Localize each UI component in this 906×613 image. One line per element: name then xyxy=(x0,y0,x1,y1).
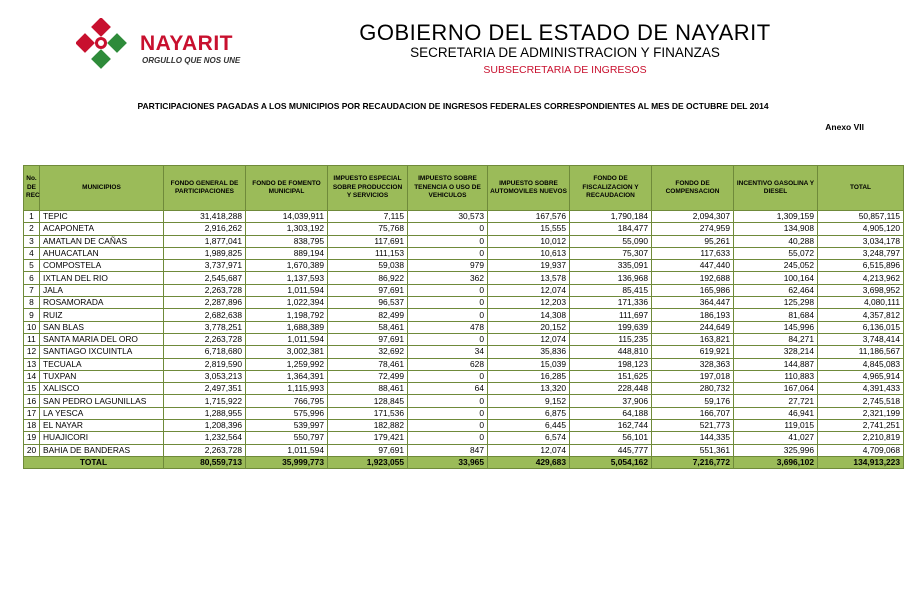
table-cell: HUAJICORI xyxy=(40,432,164,444)
table-cell: 171,336 xyxy=(570,297,652,309)
table-cell: 362 xyxy=(408,272,488,284)
total-cell: 429,683 xyxy=(488,456,570,468)
table-cell: 0 xyxy=(408,235,488,247)
table-cell: 1,137,593 xyxy=(246,272,328,284)
table-cell: 245,052 xyxy=(734,260,818,272)
table-row xyxy=(24,370,904,382)
table-row xyxy=(24,358,904,370)
table-cell: 2,819,590 xyxy=(164,358,246,370)
table-cell: 1,688,389 xyxy=(246,321,328,333)
table-cell: 11,186,567 xyxy=(818,346,904,358)
table-cell: 162,744 xyxy=(570,420,652,432)
logo-tagline: ORGULLO QUE NOS UNE xyxy=(142,56,241,65)
table-cell: 2,497,351 xyxy=(164,383,246,395)
table-cell: 20,152 xyxy=(488,321,570,333)
table-cell: 979 xyxy=(408,260,488,272)
table-cell: 521,773 xyxy=(652,420,734,432)
table-cell: 244,649 xyxy=(652,321,734,333)
table-cell: 165,986 xyxy=(652,284,734,296)
table-row xyxy=(24,333,904,345)
table-cell: 110,883 xyxy=(734,370,818,382)
column-header: IMPUESTO SOBRE TENENCIA O USO DE VEHICULOS xyxy=(408,166,488,211)
table-cell: 0 xyxy=(408,395,488,407)
table-cell: 889,194 xyxy=(246,247,328,259)
table-cell: 11 xyxy=(24,333,40,345)
table-cell: RUIZ xyxy=(40,309,164,321)
table-cell: 166,707 xyxy=(652,407,734,419)
column-header: MUNICIPIOS xyxy=(40,166,164,211)
table-cell: 184,477 xyxy=(570,223,652,235)
table-cell: 15,555 xyxy=(488,223,570,235)
table-cell: 10,613 xyxy=(488,247,570,259)
table-cell: 3,778,251 xyxy=(164,321,246,333)
table-cell: 198,123 xyxy=(570,358,652,370)
table-cell: 335,091 xyxy=(570,260,652,272)
table-cell: 81,684 xyxy=(734,309,818,321)
table-cell: 9,152 xyxy=(488,395,570,407)
table-cell: 117,691 xyxy=(328,235,408,247)
table-row xyxy=(24,346,904,358)
table-cell: 445,777 xyxy=(570,444,652,456)
table-cell: 0 xyxy=(408,309,488,321)
table-cell: SANTIAGO IXCUINTLA xyxy=(40,346,164,358)
table-cell: 838,795 xyxy=(246,235,328,247)
table-cell: 8 xyxy=(24,297,40,309)
table-cell: 280,732 xyxy=(652,383,734,395)
table-cell: 6,718,680 xyxy=(164,346,246,358)
table-cell: 136,968 xyxy=(570,272,652,284)
table-cell: 0 xyxy=(408,247,488,259)
table-cell: 32,692 xyxy=(328,346,408,358)
table-cell: 0 xyxy=(408,223,488,235)
table-cell: 1,022,394 xyxy=(246,297,328,309)
table-cell: 1,198,792 xyxy=(246,309,328,321)
secretaria-title: SECRETARIA DE ADMINISTRACION Y FINANZAS xyxy=(410,45,720,60)
table-row xyxy=(24,284,904,296)
table-row xyxy=(24,420,904,432)
table-row xyxy=(24,247,904,259)
table-cell: 325,996 xyxy=(734,444,818,456)
table-row xyxy=(24,383,904,395)
table-cell: 58,461 xyxy=(328,321,408,333)
table-cell: 88,461 xyxy=(328,383,408,395)
table-cell: 96,537 xyxy=(328,297,408,309)
table-cell: 2,263,728 xyxy=(164,444,246,456)
table-cell: SAN BLAS xyxy=(40,321,164,333)
table-cell: 2,745,518 xyxy=(818,395,904,407)
table-row xyxy=(24,211,904,223)
table-cell: 0 xyxy=(408,297,488,309)
table-cell: 551,361 xyxy=(652,444,734,456)
total-cell: 3,696,102 xyxy=(734,456,818,468)
table-cell: 34 xyxy=(408,346,488,358)
report-subtitle: PARTICIPACIONES PAGADAS A LOS MUNICIPIOS POR RECAUDACION DE INGRESOS FEDERALES CORRESPONDIENTES AL MES DE OCTUBRE DEL 2014 xyxy=(137,101,769,111)
table-cell: AMATLAN DE CAÑAS xyxy=(40,235,164,247)
table-cell: 2 xyxy=(24,223,40,235)
table-cell: 2,321,199 xyxy=(818,407,904,419)
table-cell: 328,214 xyxy=(734,346,818,358)
table-cell: 1,011,594 xyxy=(246,284,328,296)
table-cell: 2,287,896 xyxy=(164,297,246,309)
table-cell: 12,074 xyxy=(488,284,570,296)
table-cell: 59,038 xyxy=(328,260,408,272)
table-cell: 46,941 xyxy=(734,407,818,419)
table-cell: 2,741,251 xyxy=(818,420,904,432)
table-cell: 95,261 xyxy=(652,235,734,247)
table-cell: 41,027 xyxy=(734,432,818,444)
table-cell: 64 xyxy=(408,383,488,395)
table-cell: 550,797 xyxy=(246,432,328,444)
table-cell: 85,415 xyxy=(570,284,652,296)
table-cell: 84,271 xyxy=(734,333,818,345)
table-cell: 59,176 xyxy=(652,395,734,407)
table-cell: 72,499 xyxy=(328,370,408,382)
table-cell: 75,307 xyxy=(570,247,652,259)
table-cell: 55,072 xyxy=(734,247,818,259)
table-row xyxy=(24,223,904,235)
table-row xyxy=(24,297,904,309)
table-cell: 2,094,307 xyxy=(652,211,734,223)
table-cell: 6,574 xyxy=(488,432,570,444)
table-cell: SAN PEDRO LAGUNILLAS xyxy=(40,395,164,407)
table-cell: 6,515,896 xyxy=(818,260,904,272)
table-cell: 40,288 xyxy=(734,235,818,247)
column-header: IMPUESTO SOBRE AUTOMOVILES NUEVOS xyxy=(488,166,570,211)
table-cell: 12,074 xyxy=(488,444,570,456)
table-cell: 17 xyxy=(24,407,40,419)
table-cell: 111,153 xyxy=(328,247,408,259)
nayarit-logo xyxy=(76,18,246,82)
table-cell: 1,790,184 xyxy=(570,211,652,223)
table-cell: 3,034,178 xyxy=(818,235,904,247)
total-cell: 134,913,223 xyxy=(818,456,904,468)
table-cell: 15 xyxy=(24,383,40,395)
table-cell: 0 xyxy=(408,420,488,432)
table-cell: 10 xyxy=(24,321,40,333)
table-cell: 619,921 xyxy=(652,346,734,358)
table-cell: 4,391,433 xyxy=(818,383,904,395)
table-cell: 31,418,288 xyxy=(164,211,246,223)
table-cell: AHUACATLAN xyxy=(40,247,164,259)
table-cell: 6,445 xyxy=(488,420,570,432)
table-cell: 179,421 xyxy=(328,432,408,444)
table-cell: LA YESCA xyxy=(40,407,164,419)
table-cell: 75,768 xyxy=(328,223,408,235)
table-cell: 145,996 xyxy=(734,321,818,333)
annex-label: Anexo VII xyxy=(825,122,864,132)
table-cell: 1,288,955 xyxy=(164,407,246,419)
table-cell: XALISCO xyxy=(40,383,164,395)
table-cell: 3,748,414 xyxy=(818,333,904,345)
table-row xyxy=(24,444,904,456)
table-row xyxy=(24,407,904,419)
table-cell: 19 xyxy=(24,432,40,444)
table-cell: 100,164 xyxy=(734,272,818,284)
table-row xyxy=(24,235,904,247)
table-cell: 50,857,115 xyxy=(818,211,904,223)
column-header: TOTAL xyxy=(818,166,904,211)
table-row xyxy=(24,309,904,321)
column-header: INCENTIVO GASOLINA Y DIESEL xyxy=(734,166,818,211)
table-cell: 30,573 xyxy=(408,211,488,223)
table-cell: 10,012 xyxy=(488,235,570,247)
table-cell: 328,363 xyxy=(652,358,734,370)
participaciones-table xyxy=(23,165,904,469)
table-cell: 4 xyxy=(24,247,40,259)
table-cell: 117,633 xyxy=(652,247,734,259)
table-cell: 9 xyxy=(24,309,40,321)
table-cell: 1,364,391 xyxy=(246,370,328,382)
table-cell: 144,887 xyxy=(734,358,818,370)
total-cell: 1,923,055 xyxy=(328,456,408,468)
table-cell: TUXPAN xyxy=(40,370,164,382)
table-cell: 4,709,068 xyxy=(818,444,904,456)
table-cell: 192,688 xyxy=(652,272,734,284)
table-row xyxy=(24,321,904,333)
table-cell: 539,997 xyxy=(246,420,328,432)
table-cell: 19,937 xyxy=(488,260,570,272)
table-cell: 182,882 xyxy=(328,420,408,432)
total-cell: 35,999,773 xyxy=(246,456,328,468)
table-cell: 167,064 xyxy=(734,383,818,395)
table-cell: 111,697 xyxy=(570,309,652,321)
table-cell: 6 xyxy=(24,272,40,284)
table-cell: 1,011,594 xyxy=(246,444,328,456)
table-cell: 14 xyxy=(24,370,40,382)
table-cell: 97,691 xyxy=(328,284,408,296)
table-cell: 1,670,389 xyxy=(246,260,328,272)
table-cell: 0 xyxy=(408,407,488,419)
table-cell: 628 xyxy=(408,358,488,370)
table-cell: EL NAYAR xyxy=(40,420,164,432)
table-cell: 4,080,111 xyxy=(818,297,904,309)
table-cell: 167,576 xyxy=(488,211,570,223)
table-cell: 4,905,120 xyxy=(818,223,904,235)
table-cell: 12 xyxy=(24,346,40,358)
table-cell: 151,625 xyxy=(570,370,652,382)
table-cell: 197,018 xyxy=(652,370,734,382)
table-cell: 7,115 xyxy=(328,211,408,223)
table-row xyxy=(24,260,904,272)
table-row xyxy=(24,432,904,444)
table-cell: 13 xyxy=(24,358,40,370)
government-title: GOBIERNO DEL ESTADO DE NAYARIT xyxy=(359,20,771,45)
table-cell: 37,906 xyxy=(570,395,652,407)
table-cell: 18 xyxy=(24,420,40,432)
total-cell: 33,965 xyxy=(408,456,488,468)
table-cell: BAHIA DE BANDERAS xyxy=(40,444,164,456)
table-cell: 14,308 xyxy=(488,309,570,321)
table-cell: 2,210,819 xyxy=(818,432,904,444)
table-cell: 3,737,971 xyxy=(164,260,246,272)
table-cell: 186,193 xyxy=(652,309,734,321)
subsecretaria-title: SUBSECRETARIA DE INGRESOS xyxy=(483,64,647,76)
table-cell: 13,320 xyxy=(488,383,570,395)
table-cell: 7 xyxy=(24,284,40,296)
table-cell: 3,698,952 xyxy=(818,284,904,296)
column-header: FONDO DE FOMENTO MUNICIPAL xyxy=(246,166,328,211)
table-cell: 0 xyxy=(408,432,488,444)
table-cell: SANTA MARIA DEL ORO xyxy=(40,333,164,345)
total-cell: 7,216,772 xyxy=(652,456,734,468)
table-cell: 1,715,922 xyxy=(164,395,246,407)
table-header-row xyxy=(24,166,904,211)
table-cell: COMPOSTELA xyxy=(40,260,164,272)
table-cell: 0 xyxy=(408,284,488,296)
table-cell: JALA xyxy=(40,284,164,296)
table-cell: 128,845 xyxy=(328,395,408,407)
table-cell: 0 xyxy=(408,370,488,382)
table-cell: 2,916,262 xyxy=(164,223,246,235)
table-cell: 16 xyxy=(24,395,40,407)
table-cell: 1,115,993 xyxy=(246,383,328,395)
table-cell: 12,203 xyxy=(488,297,570,309)
table-cell: 78,461 xyxy=(328,358,408,370)
nayarit-emblem-icon xyxy=(76,18,138,80)
table-cell: 86,922 xyxy=(328,272,408,284)
table-cell: 1,259,992 xyxy=(246,358,328,370)
table-cell: 82,499 xyxy=(328,309,408,321)
table-cell: 119,015 xyxy=(734,420,818,432)
total-label: TOTAL xyxy=(24,456,164,468)
column-header: FONDO GENERAL DE PARTICIPACIONES xyxy=(164,166,246,211)
table-cell: 6,136,015 xyxy=(818,321,904,333)
table-cell: 2,545,687 xyxy=(164,272,246,284)
table-cell: 274,959 xyxy=(652,223,734,235)
table-cell: 15,039 xyxy=(488,358,570,370)
table-cell: 144,335 xyxy=(652,432,734,444)
table-cell: 364,447 xyxy=(652,297,734,309)
table-cell: 115,235 xyxy=(570,333,652,345)
table-cell: 134,908 xyxy=(734,223,818,235)
table-cell: 575,996 xyxy=(246,407,328,419)
table-cell: 2,263,728 xyxy=(164,284,246,296)
table-cell: 1 xyxy=(24,211,40,223)
table-cell: 199,639 xyxy=(570,321,652,333)
table-cell: TECUALA xyxy=(40,358,164,370)
column-header: FONDO DE FISCALIZACION Y RECAUDACION xyxy=(570,166,652,211)
table-cell: 4,965,914 xyxy=(818,370,904,382)
table-cell: 448,810 xyxy=(570,346,652,358)
table-cell: 64,188 xyxy=(570,407,652,419)
table-cell: 3,053,213 xyxy=(164,370,246,382)
table-cell: 16,285 xyxy=(488,370,570,382)
table-cell: 125,298 xyxy=(734,297,818,309)
table-cell: 478 xyxy=(408,321,488,333)
table-cell: 0 xyxy=(408,333,488,345)
table-cell: 2,263,728 xyxy=(164,333,246,345)
table-row xyxy=(24,272,904,284)
table-cell: 27,721 xyxy=(734,395,818,407)
table-cell: TEPIC xyxy=(40,211,164,223)
table-cell: ROSAMORADA xyxy=(40,297,164,309)
table-cell: 12,074 xyxy=(488,333,570,345)
table-cell: 3 xyxy=(24,235,40,247)
table-cell: 97,691 xyxy=(328,333,408,345)
table-cell: ACAPONETA xyxy=(40,223,164,235)
table-cell: 56,101 xyxy=(570,432,652,444)
column-header: No. DE REC xyxy=(24,166,40,211)
table-cell: 1,303,192 xyxy=(246,223,328,235)
column-header: IMPUESTO ESPECIAL SOBRE PRODUCCION Y SERVICIOS xyxy=(328,166,408,211)
table-cell: IXTLAN DEL RIO xyxy=(40,272,164,284)
table-cell: 228,448 xyxy=(570,383,652,395)
table-cell: 1,208,396 xyxy=(164,420,246,432)
logo-name: NAYARIT xyxy=(140,32,233,55)
table-cell: 14,039,911 xyxy=(246,211,328,223)
table-cell: 97,691 xyxy=(328,444,408,456)
total-row xyxy=(24,456,904,468)
table-cell: 1,011,594 xyxy=(246,333,328,345)
table-cell: 3,248,797 xyxy=(818,247,904,259)
table-cell: 13,578 xyxy=(488,272,570,284)
table-cell: 3,002,381 xyxy=(246,346,328,358)
table-cell: 62,464 xyxy=(734,284,818,296)
table-row xyxy=(24,395,904,407)
table-cell: 20 xyxy=(24,444,40,456)
total-cell: 5,054,162 xyxy=(570,456,652,468)
table-cell: 1,989,825 xyxy=(164,247,246,259)
table-cell: 1,232,564 xyxy=(164,432,246,444)
table-cell: 4,357,812 xyxy=(818,309,904,321)
table-cell: 4,213,962 xyxy=(818,272,904,284)
table-cell: 1,309,159 xyxy=(734,211,818,223)
column-header: FONDO DE COMPENSACION xyxy=(652,166,734,211)
table-cell: 766,795 xyxy=(246,395,328,407)
total-cell: 80,559,713 xyxy=(164,456,246,468)
table-cell: 5 xyxy=(24,260,40,272)
table-cell: 1,877,041 xyxy=(164,235,246,247)
table-cell: 55,090 xyxy=(570,235,652,247)
table-cell: 447,440 xyxy=(652,260,734,272)
table-cell: 6,875 xyxy=(488,407,570,419)
table-cell: 4,845,083 xyxy=(818,358,904,370)
table-cell: 171,536 xyxy=(328,407,408,419)
table-cell: 2,682,638 xyxy=(164,309,246,321)
table-cell: 163,821 xyxy=(652,333,734,345)
table-cell: 847 xyxy=(408,444,488,456)
table-cell: 35,836 xyxy=(488,346,570,358)
